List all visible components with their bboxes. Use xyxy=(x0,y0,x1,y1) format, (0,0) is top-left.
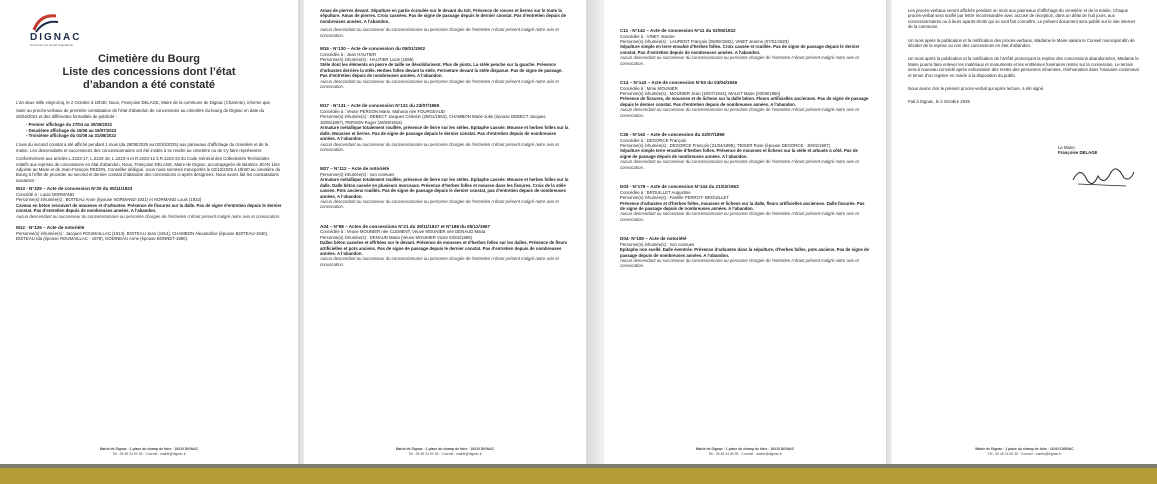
concession-entry xyxy=(320,224,570,267)
schedule-item: - Premier affichage du 27/04 au 30/05/2022 xyxy=(26,122,112,128)
entry-line: Concédée à : DEGORCE François xyxy=(620,137,687,143)
entry-title: D03 - N°179 – Acte de concession N°144 du 21/02/1963 xyxy=(620,184,739,190)
title-line: d’abandon a été constaté xyxy=(82,79,216,91)
entry-note: Aucun descendant ou successeur du concessionnaire ou personne chargée de l’entretien n’étant présent malgré notre avis et convocation. xyxy=(620,257,859,269)
title-line: Cimetière du Bourg xyxy=(97,53,201,65)
entry-line: Personne(s) inhumée(s) : Famille PERROT- BROUILLET xyxy=(620,195,729,201)
schedule-item: - Troisième affichage du 01/08 au 31/08/2022 xyxy=(26,133,117,139)
signature-block xyxy=(1058,145,1141,197)
second-constat-paragraph: L’avis du second constat a été affiché pendant 1 mois (du 28/08/2025 au 02/10/2025) aux panneaux d’affichage du cimetière et de la mairie. Les descendants et successeurs des concessionnaires ont été invités à se rendre au cimetière ou de s’y faire représenter. xyxy=(16,142,269,153)
signer-name: Françoise DELAGE xyxy=(1058,150,1098,156)
entry-note: Aucun descendant ou successeur du concessionnaire ou personne chargée de l’entretien n’étant présent malgré notre avis et convocation. xyxy=(320,256,559,267)
concession-entry xyxy=(16,225,282,241)
document-page-1 xyxy=(0,0,298,464)
entry-line: Personne(s) inhumée(s) : HAUTIER Lucie (1896) xyxy=(320,57,414,63)
concession-entry xyxy=(320,103,570,152)
entry-line: Personne(s) inhumée(s) : non connues xyxy=(320,171,395,177)
entry-title: D04- N°180 – Acte de notoriété xyxy=(620,236,687,242)
footer-line: Tél : 05 45 24 50 35 · Courriel : mairie@dignac.fr xyxy=(987,451,1062,456)
concession-entry xyxy=(320,46,570,89)
place-date: Fait à Dignac, le 2 Octobre 2025 xyxy=(908,99,970,105)
entry-state: Caveau en béton recouvert de mousses et d’arbustes. Présence de fissures sur la dalle. Pas de signe d’entretien depuis le dernier constat. Pas d’entretien depuis de nombreuses années. A l’abandon. xyxy=(16,202,282,214)
footer-line: Mairie de Dignac · 1 place du champ de foire · 16410 DIGNAC xyxy=(695,447,795,452)
entry-note: Aucun descendant ou successeur du concessionnaire ou personne chargée de l’entretien n’étant présent malgré notre avis et convocation. xyxy=(620,107,859,118)
logo-name: DIGNAC xyxy=(30,32,82,43)
page-footer xyxy=(892,447,1157,456)
entry-state: Sépulture simple terre envahie d’herbes folles. Présence de mousses et lichens sur la stèle et arbuste à côté. Pas de signe de passage depuis de nombreuses années. A l’abandon. xyxy=(620,148,858,159)
entry-line: Concédée à : Jean HAUTIER xyxy=(320,51,377,57)
entry-title: M13 - N°325 – Acte de concession N°20 du 05/11/1923 xyxy=(16,186,133,192)
entry-note: Aucun descendant ou successeur du concessionnaire ou personne chargée de l’entretien n’étant présent malgré notre avis et convocation. xyxy=(320,78,559,90)
entry-note: Aucun descendant ou successeur du concessionnaire ou personne chargée de l’entretien n’étant présent malgré notre avis et convocation. xyxy=(320,141,559,152)
entry-title: C26 - N°162 – Acte de concession du 23/07/1869 xyxy=(620,132,725,138)
entry-title: C11 - N°142 – Acte de concession N°11 du 02/06/1922 xyxy=(620,28,736,33)
page-footer xyxy=(304,447,586,456)
schedule-item: - Deuxième affichage du 16/06 au 15/07/2022 xyxy=(26,127,117,133)
entry-line: Personne(s) inhumée(s) : DEBECT Jacques Célestin (28/01/1854), CHAMBON Marie-Julie (épouse DEBECT Jacques 18/05/1897), PERSON Roger (28/09/1915) xyxy=(320,114,546,125)
document-title xyxy=(16,53,282,92)
entry-state: Armature métallique totalement rouillée, présence de lierre sur les stèles. Epitaphe cassée. Mousse et herbes folles sur la dalle. Mousses et lierres. Pas de signe de passage depuis le dernier constat. Pas d’entretien depuis de nombreuses années. A l’abandon. xyxy=(320,125,569,142)
footer-line: Tél : 05 45 24 50 35 · Courriel : mairie@dignac.fr xyxy=(408,451,482,456)
entry-line: Personne(s) inhumée(s) : non connues xyxy=(620,241,695,247)
concession-entry xyxy=(320,166,570,209)
entry-note: Aucun descendant ou successeur du concessionnaire ou personne chargée de l’entretien n’étant présent malgré notre avis et convocation. xyxy=(620,55,859,66)
entry-note: Aucun descendant ou successeur du concessionnaire ou personne chargée de l’entretien n’étant présent malgré notre avis et convocation. xyxy=(620,211,859,222)
entry-state: Dalles béton cassées et effritées sur le devant. Présence de mousses et d’herbes folles sur les dalles. Présence de fleurs artificielles et pots anciens. Pas de signe de passage depuis le dernier constat. Pas d’entretien depuis de nombreuses années. A l’abandon. xyxy=(320,240,568,256)
viewer-bottom-bar xyxy=(0,468,1157,484)
signer-role: Le Maire, xyxy=(1058,144,1076,150)
entry-line: Personne(s) inhumée(s) : DENAUD Maria (Veuve MOUNIER Victor 03/02/1996) xyxy=(320,234,473,240)
title-line: Liste des concessions dont l’état xyxy=(62,66,236,78)
concession-entry xyxy=(620,236,870,269)
entry-state: Présence de fissures, de mousses et de lichens sur la dalle béton. Fleurs artificielles anciennes. Pas de signe de passage depuis le dernier constat. Pas d’entretien depuis de nombreuses années. A l’abandon. xyxy=(620,96,869,107)
entry-line: Concédée à : Veuve MOUNIER née CLEMENT, Veuve MOUNIER née DENAUD Maria xyxy=(320,229,486,235)
display-schedule xyxy=(16,122,282,138)
footer-line: Mairie de Dignac · 1 place du champ de foire · 16410 DIGNAC xyxy=(395,447,495,452)
entry-title: M16 - N°130 – Acte de concession du 05/01/1902 xyxy=(320,46,426,52)
entry-note: Aucun descendant ou successeur du concessionnaire ou personne chargée de l’entretien n’étant présent malgré notre avis et convocation. xyxy=(320,198,559,210)
entry-state: Sépulture simple en terre envahie d’herbes folles. Croix cassée et rouillée. Pas de signe de passage depuis le dernier constat. Pas d’entretien depuis de nombreuses années. A l’abandon. xyxy=(620,44,860,55)
page-footer xyxy=(0,447,298,456)
dignac-logo-icon xyxy=(30,12,60,34)
entry-title: M12 - N°126 – Acte de notoriété xyxy=(16,224,85,230)
footer-line: Tél : 05 45 24 50 35 · Courriel : mairie@dignac.fr xyxy=(708,451,782,456)
entry-state: Armature métallique totalement rouillée, présence de lierre sur les stèles. Epitaphe cassée. Mousse et herbes folles sur la dalle. Dalle béton cassée en plusieurs morceaux. Présence d’herbes folles et mousse dans les fissures. Croix de la stèle cassée. Pots anciens rouillés. Pas de signe de passage depuis le dernier constat, pas d’entretien depuis de nombreuses années. A l’abandon. xyxy=(320,177,569,199)
concession-entry xyxy=(620,80,870,118)
concession-entry xyxy=(16,186,282,219)
entry-line: Concédée à : VINET Jeanne xyxy=(620,33,675,39)
entry-line: Personne(s) inhumée(s) : LAURENT François (06/08/1932), VINET Jeanne (07/01/1923) xyxy=(620,39,789,44)
entry-line: Personne(s) inhumée(s) : BOITEAU Anne (épouse NORMAND-1931) et NORMAND Louis (1932) xyxy=(16,197,202,203)
entry-state: Epitaphe non scellé. Dalle éventrée. Présence d’arbustes dans la sépulture, d’herbes folles, pots anciens. Pas de signe de passage depuis de nombreuses années. A l’abandon. xyxy=(620,247,870,258)
intro-paragraph: L’an deux mille vingt-cinq, le 2 Octobre à 10h30, Nous, Françoise DELAGE, Maire de la commune de Dignac (Charente), informe que, xyxy=(16,100,272,105)
entry-title: M27 – N°112 – Acte de notoriété xyxy=(320,166,390,172)
page-footer xyxy=(604,447,886,456)
entry-line: Personne(s) inhumée(s) : Jacques ROUMAILLAC (1913), BOITEAU Jean (1914), CHAMBON Alexandrine (épouse BOITEAU-1940), BOITEAU Ida (épouse ROUMAILLAC - 1978), GODINEAU Anne (épouse BONNET-1990). xyxy=(16,230,269,241)
page-gap xyxy=(586,0,604,464)
entry-note: Aucun descendant ou successeur du concessionnaire ou personne chargée de l’entretien n’étant présent malgré notre avis et convocation. xyxy=(320,27,559,38)
closing-paragraph: Nous avons clos le présent procès-verbal qui après lecture, a été signé. xyxy=(908,86,1045,92)
entry-continuation: Amas de pierres devant. Sépulture en partie écroulée sur le devant du toit. Présence de ronces et lierres sur le toute la sépulture. Amas de pierres. Croix cassées. Pas de signe de passage depuis le dernier constat. Pas d’entretien depuis de nombreuses années. A l’abandon. xyxy=(320,8,567,24)
entry-line: Personne(s) inhumée(s) : DEGORCE François (21/04/1899), TEXIER Rose (épouse DEGORCE - 30/02/1907) xyxy=(620,143,831,149)
entry-title: A04 – N°98 – Actes de concessions N°21 du 29/11/1927 et N°188 du 05/12/1967 xyxy=(320,223,491,229)
entry-title: C14 – N°143 – Acte de concession N°63 du 03/04/1946 xyxy=(620,80,738,86)
entry-note: Aucun descendant ou successeur du concessionnaire ou personne chargée de l’entretien n’étant présent malgré notre avis et convocation. xyxy=(620,159,859,170)
entry-line: Concédée à : BROUILLET Augustine xyxy=(620,189,691,195)
concession-entry xyxy=(620,184,870,222)
entry-line: Personne(s) inhumée(s) : MOUNIER Jean (19/07/1944), MALET Marie (03/06/1950) xyxy=(620,91,781,97)
closing-paragraph: Les procès-verbaux seront affichés pendant un mois aux panneaux d’affichage du cimetière et de la mairie. Chaque procès-verbal sera notifié par lettre recommandée avec accusé de réception, dans un délai de huit jours, aux concessionnaires ou à leurs ayants-droits qui se sont fait connaître. Le présent document sera publié sur le site internet de la commune. xyxy=(908,8,1136,30)
entry-line: Concédée à : Mme MOUNIER xyxy=(620,85,678,91)
document-page-4 xyxy=(892,0,1157,464)
closing-paragraph: Un mois après la publication et la notification de l’arrêté prononçant la reprise des concessions abandonnées, Madame le Maire pourra faire enlever les matériaux et monuments et les emblèmes funéraires restés sur la concession. Le terrain sera à nouveau concédé après exhumation des restes des personnes inhumées, réinhumation dans l’ossuaire communal et tenue d’un registre en mairie à la disposition du public. xyxy=(908,56,1139,78)
first-constat-paragraph: Suite au procès-verbaux de première constatation de l’état d’abandon de concessions au cimetière du bourg de Dignac en date du 26/04/2022 et des différentes formalités de publicité : xyxy=(16,108,265,119)
footer-line: Mairie de Dignac · 1 place du champ de foire · 16410 DIGNAC xyxy=(975,447,1074,452)
entry-state: Présence d’arbustes et d’herbes folles, mousses et lichens sur la dalle, fleurs artificielles anciennes. Dalle fissurée. Pas de signe de passage depuis de nombreuses années. A l’abandon. xyxy=(620,200,865,211)
entry-state: Stèle dont les éléments en pierre de taille se désolidarisent. Plus de joints. La stèle penche sur la gauche. Présence d’arbustes derrière la stèle. Herbes folles devant la stèle. Fermeture devant la stèle disparue. Pas de signe de passage. Pas d’entretien depuis de nombreuses années. A l’abandon. xyxy=(320,62,563,79)
entry-line: Concédé à : Louis NORMAND xyxy=(16,191,75,197)
document-page-2 xyxy=(304,0,586,464)
entry-title: M17 - N°131 – Acte de concession N°131 du 23/07/1869 xyxy=(320,103,440,109)
entry-line: Concédée à : Veuve PERSON Marie, Mahona née FOURGEAUD xyxy=(320,109,445,115)
logo-subtitle: Commune du Grand Angoulême xyxy=(30,43,74,47)
document-page-3 xyxy=(604,0,886,464)
closing-paragraph: Un mois après la publication et la notification des procès-verbaux, Madame le Maire saisira le Conseil municipal afin de décider de la reprise ou non des concessions en état d’abandon. xyxy=(908,37,1135,49)
handwritten-signature-icon xyxy=(1068,162,1138,192)
entry-note: Aucun descendant ou successeur du concessionnaire ou personne chargée de l’entretien n’étant présent malgré notre avis et convocation. xyxy=(16,213,281,219)
commune-logo xyxy=(30,12,282,47)
footer-line: Mairie de Dignac · 1 place du champ de foire · 16410 DIGNAC xyxy=(99,447,199,452)
legal-paragraph: Conformément aux articles L.2223-17, L.2223-18, L.2223-4 et R.2223-12 à R.2223-23 du Code Général des Collectivités Territoriales relatifs aux reprises de concessions en état d’abandon, Nous, Françoise DELAGE, Maire de Dignac, accompagnée de Béatrice JEAN 1ère Adjointe au Maire et de Jean-François REDON, Conseiller délégué, nous nous sommes transportés le 02/10/2025 à 15h00 au cimetière du Bourg à l’effet de procéder au second et dernier constat d’abandon des concessions ci-après désignées. Nous avons fait les constatations suivantes : xyxy=(16,156,281,183)
footer-line: Tél : 05 45 24 50 35 · Courriel : mairie@dignac.fr xyxy=(112,451,186,456)
concession-entry xyxy=(620,132,870,170)
concession-entry xyxy=(620,28,870,66)
